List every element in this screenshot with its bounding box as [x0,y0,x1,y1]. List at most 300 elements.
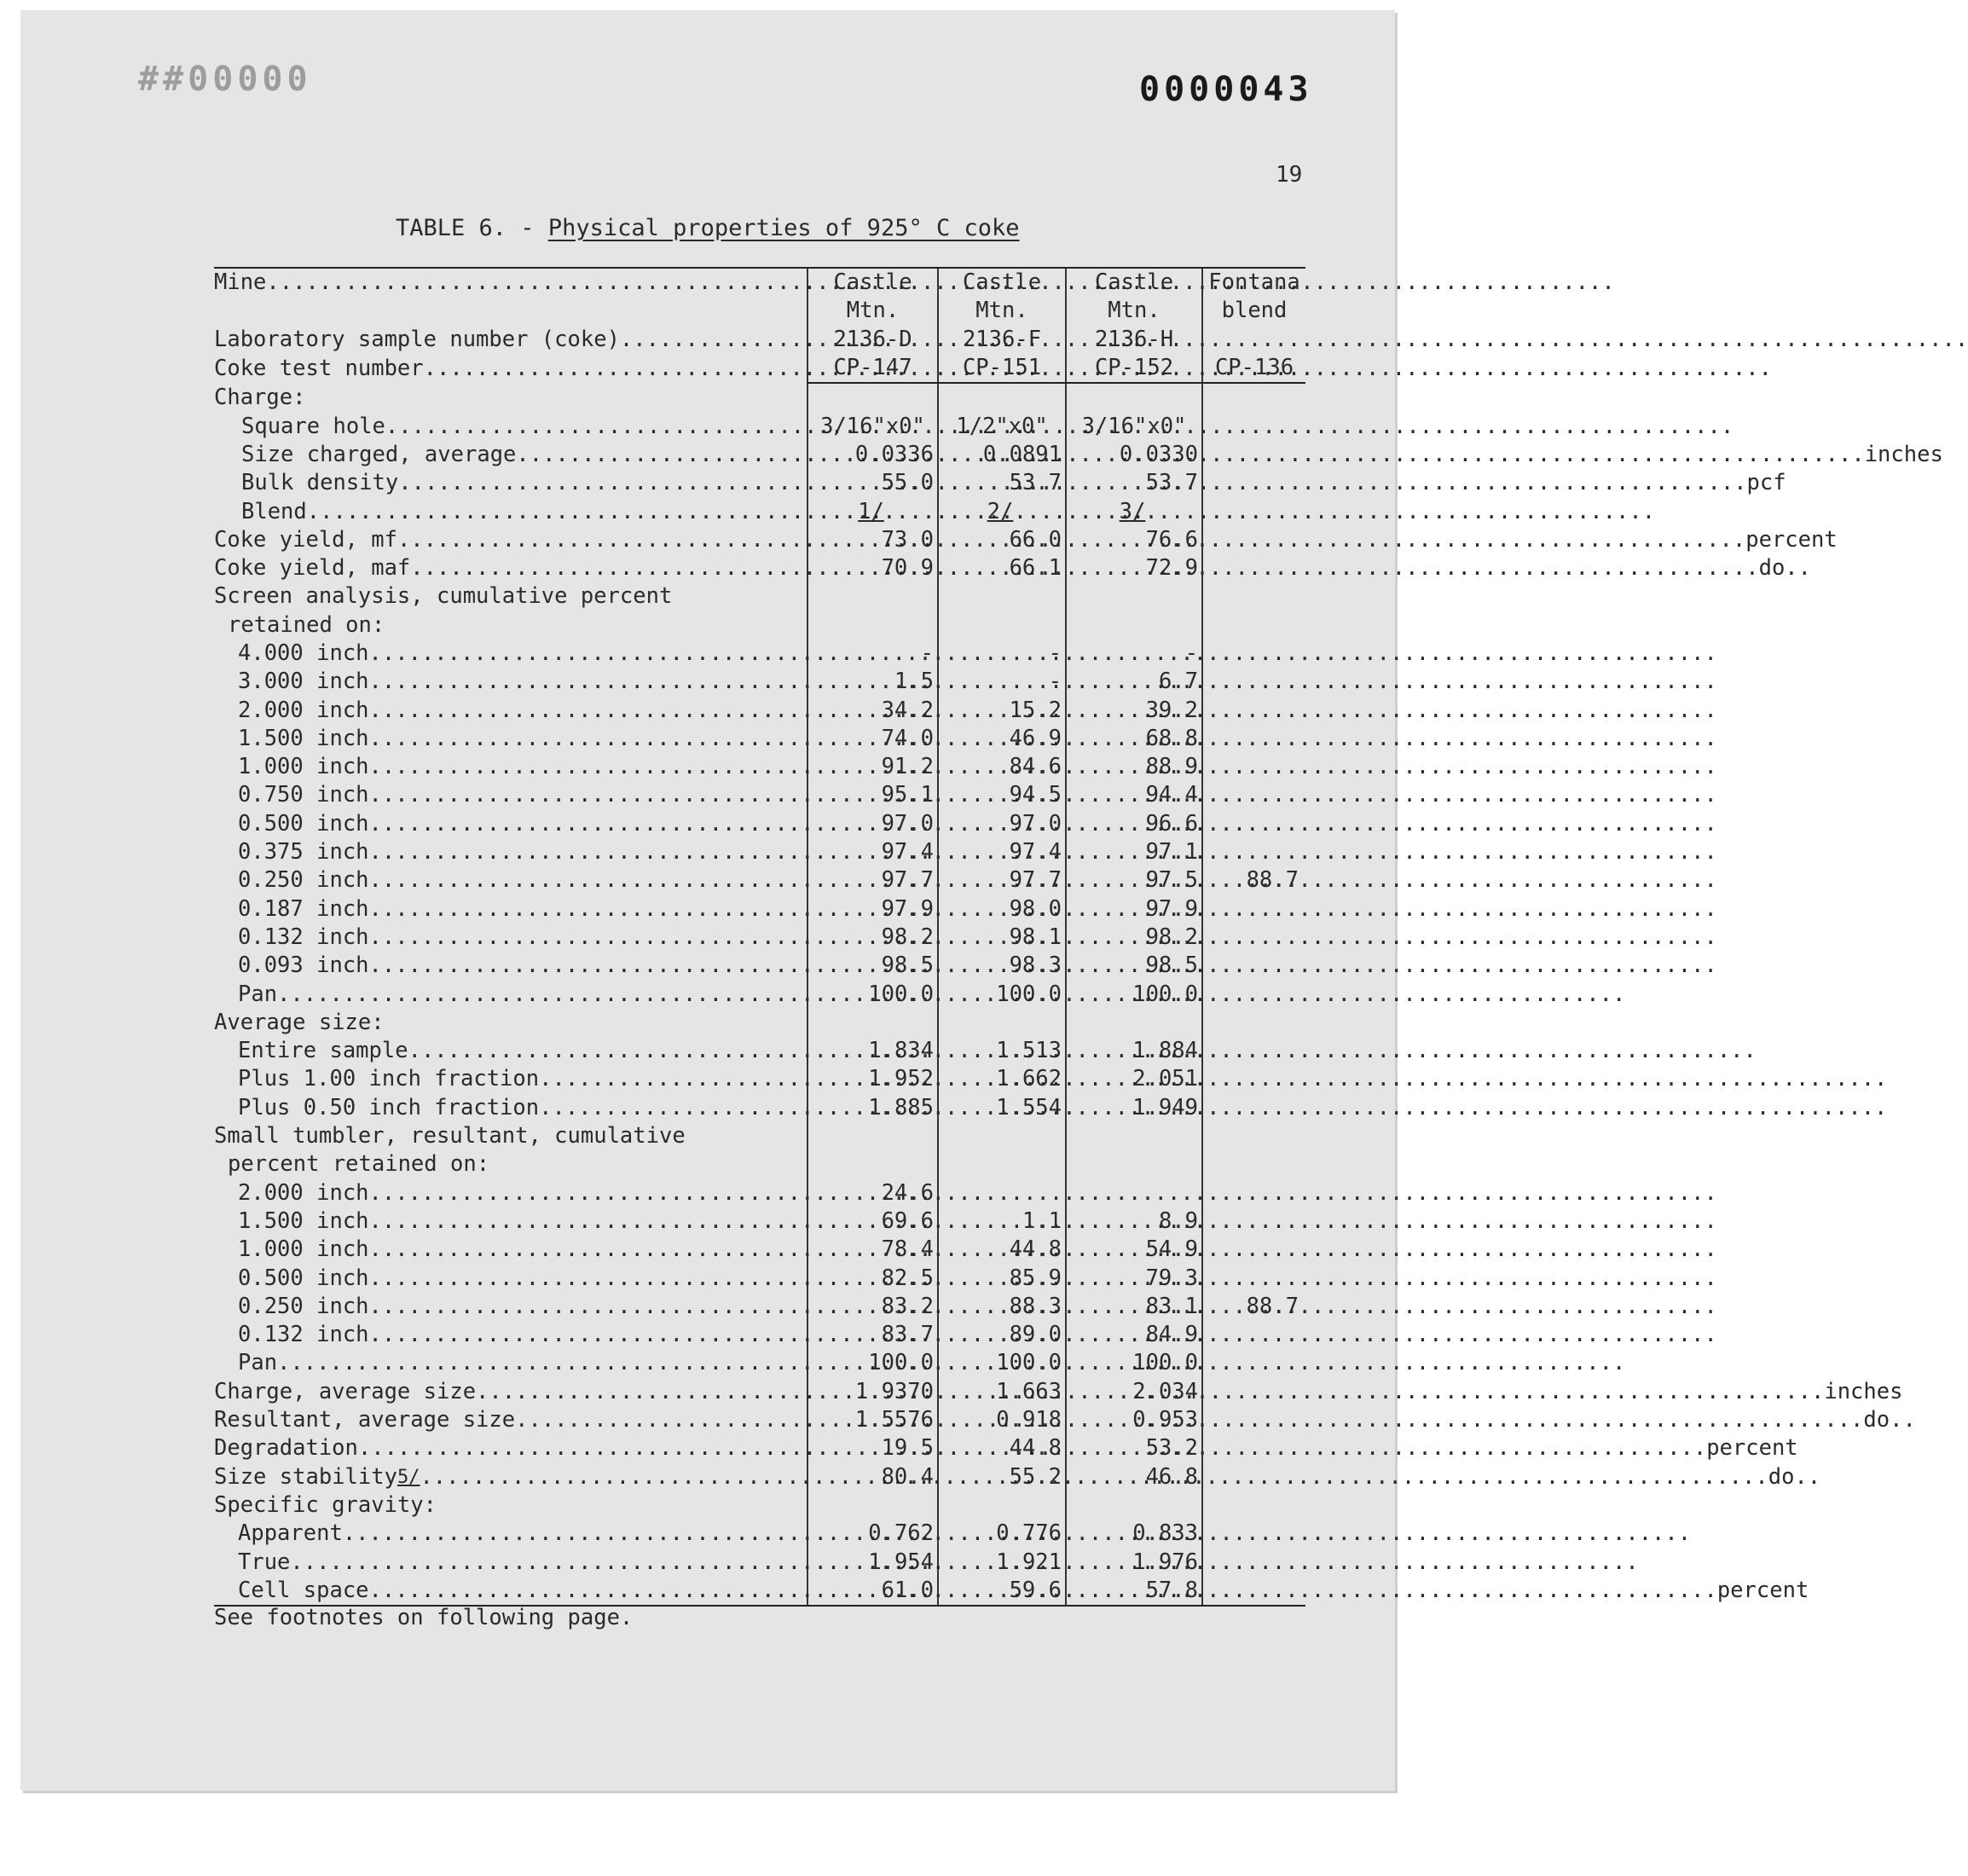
value-cell-col2 [938,383,1066,412]
table-row-t0500 [214,1264,1305,1292]
value-cell-col3 [1066,1122,1202,1150]
row-label-wrap [214,413,834,441]
row-label-text: True [238,1549,291,1575]
value-cell-col1: CP-147 [807,354,938,383]
row-label-text: Screen analysis, cumulative percent [214,583,673,610]
row-label-text: 0.375 inch [238,839,369,866]
unit-label: do.. [1768,1463,1821,1490]
value-cell-col1: 24.6 [807,1179,938,1207]
value-cell-col2: 1.513 [938,1037,1066,1065]
value-cell-col1: 100.0 [807,980,938,1008]
value-cell-col1: 73.0 [807,526,938,554]
table-row-apparent [214,1520,1305,1548]
row-label [214,1548,807,1576]
row-label-wrap [214,1491,807,1520]
value-cell-col3: 94.4 [1066,781,1202,809]
row-label-text: 3.000 inch [238,669,369,695]
value-cell-col1: 98.2 [807,924,938,952]
value-cell-col1: 1.834 [807,1037,938,1065]
row-label-text: retained on: [228,611,385,638]
row-label [214,326,807,354]
value-cell-col2: 1.1 [938,1207,1066,1236]
row-label-wrap [214,1520,831,1548]
value-cell-col2: 55.2 [938,1462,1066,1491]
leader-dots [539,1094,1887,1122]
value-cell-col3: 8.9 [1066,1207,1202,1236]
row-label [214,725,807,753]
value-cell-col1: 91.2 [807,753,938,781]
row-label [214,1094,807,1122]
row-label-wrap [214,1321,831,1349]
row-label-wrap [214,866,831,895]
row-label-wrap [214,384,807,412]
table-row-t1500 [214,1207,1305,1236]
value-cell-col1: - [807,640,938,668]
value-cell-col1: 80.4 [807,1462,938,1491]
value-cell-col3: 100.0 [1066,980,1202,1008]
table-row-resultant-avg [214,1406,1305,1434]
row-label-text: Pan [238,981,278,1007]
row-label-text: Plus 1.00 inch fraction [238,1066,540,1092]
row-label-text: 1.500 inch [238,1207,369,1234]
table-row-plus050 [214,1094,1305,1122]
table-row-s0750 [214,781,1305,809]
value-cell-col2: 59.6 [938,1577,1066,1606]
row-label-text: 0.187 inch [238,895,369,922]
leader-dots [410,554,1758,582]
row-label-text: Average size: [214,1009,385,1035]
row-label [214,1207,807,1236]
value-cell-col3: 6.7 [1066,668,1202,696]
row-label-text: Resultant, average size [214,1407,516,1433]
table-row-t-pan [214,1349,1305,1377]
value-cell-col2: 1.663 [938,1378,1066,1406]
row-label [214,1150,807,1178]
value-cell-col3: 0.953 [1066,1406,1202,1434]
value-cell-col3: 76.6 [1066,526,1202,554]
value-cell-col1: 95.1 [807,781,938,809]
unit-label: inches [1824,1378,1903,1404]
value-cell-col2: 0.0891 [938,441,1066,469]
value-cell-col3: 2.034 [1066,1378,1202,1406]
value-cell-col1: 61.0 [807,1577,938,1606]
row-label-wrap [214,498,834,526]
row-label [214,1009,807,1037]
row-label [214,582,807,611]
value-cell-col1: 83.2 [807,1293,938,1321]
column-header-1-line1: Castle [807,268,938,297]
row-label-text: 0.500 inch [238,1265,369,1291]
value-cell-col3: 79.3 [1066,1264,1202,1292]
row-label-text: Size charged, average [241,441,517,467]
value-cell-col1: 70.9 [807,554,938,582]
value-cell-col3: 3/16"x0" [1066,412,1202,440]
value-cell-col1 [807,383,938,412]
row-label-text: 0.132 inch [238,924,369,950]
row-label-wrap [214,1349,831,1377]
value-cell-col1: 97.0 [807,810,938,838]
unit-label: pcf [1746,470,1786,496]
header-row-mine [214,268,1305,297]
value-cell-col1: 1/ [807,497,938,525]
value-cell-col2: 1.662 [938,1065,1066,1093]
row-label-text: 0.750 inch [238,782,369,808]
row-label-wrap [214,952,831,980]
value-cell-col2 [938,582,1066,611]
value-cell-col3 [1066,383,1202,412]
row-label-text: 1.500 inch [238,725,369,751]
leader-dots [408,1037,1757,1065]
column-header-1-line2: Mtn. [807,297,938,325]
leader-dots [307,498,1655,526]
table-row-s2000 [214,696,1305,724]
value-cell-col4: 88.7 [1202,866,1305,895]
row-label-text: Charge: [214,384,306,410]
table-row-square-hole [214,412,1305,440]
value-cell-col2 [938,1491,1066,1520]
row-label [214,268,807,297]
row-label [214,1520,807,1548]
row-label-text: 0.250 inch [238,1293,369,1319]
value-cell-col3: 96.6 [1066,810,1202,838]
row-label-text: 2.000 inch [238,1179,369,1206]
value-cell-col1 [807,1491,938,1520]
value-cell-col4 [1202,611,1305,640]
value-cell-col1: 97.4 [807,838,938,866]
table-row-tumbler-2 [214,1150,1305,1178]
value-cell-col1 [807,611,938,640]
row-label-wrap [214,838,831,866]
value-cell-col1: 1.9370 [807,1378,938,1406]
row-label-wrap [214,1549,831,1577]
value-cell-col3: 83.1 [1066,1293,1202,1321]
value-cell-col3 [1066,1491,1202,1520]
value-cell-col3: - [1066,640,1202,668]
value-cell-col2 [938,1150,1066,1178]
row-label-text: Plus 0.50 inch fraction [238,1094,540,1120]
table-row-sg [214,1491,1305,1520]
row-label-text: Blend [241,498,307,524]
value-cell-col1 [807,582,938,611]
value-cell-col3: 1.884 [1066,1037,1202,1065]
table-row-s1500 [214,725,1305,753]
row-label [214,866,807,895]
value-cell-col4 [1202,1122,1305,1150]
value-cell-col2: 88.3 [938,1293,1066,1321]
value-cell-col3: 46.8 [1066,1462,1202,1491]
table-row-s0375 [214,838,1305,866]
row-label [214,696,807,724]
row-label [214,354,807,383]
row-label-text: percent retained on: [228,1151,490,1178]
value-cell-col2: 97.0 [938,810,1066,838]
column-header-3-line2: Mtn. [1066,297,1202,325]
row-label-wrap [214,326,807,354]
leader-dots [398,469,1746,497]
row-label [214,668,807,696]
column-header-3-line1: Castle [1066,268,1202,297]
value-cell-col3: 97.9 [1066,895,1202,924]
row-label-text: Size stability [214,1463,397,1490]
row-label-wrap [214,697,831,725]
value-cell-col2: 46.9 [938,725,1066,753]
row-label [214,1293,807,1321]
table-row-t2000 [214,1179,1305,1207]
row-label [214,497,807,525]
value-cell-col2: 66.0 [938,526,1066,554]
value-cell-col1: 1.5 [807,668,938,696]
row-label-wrap [214,611,820,640]
unit-label: do.. [1758,555,1812,582]
value-cell-col1: 1.954 [807,1548,938,1576]
table-row-true-sg [214,1548,1305,1576]
leader-dots [369,1179,1717,1207]
value-cell-col2: - [938,668,1066,696]
row-label-wrap [214,1150,820,1178]
table-row-coke-yield-maf [214,554,1305,582]
value-cell-col2: 98.0 [938,895,1066,924]
leader-dots [369,668,1717,696]
value-cell-col4 [1202,582,1305,611]
leader-dots [539,1065,1887,1093]
row-label-text: Entire sample [238,1038,408,1064]
row-label-wrap [214,981,831,1009]
row-label [214,1037,807,1065]
value-cell-col4 [1202,1150,1305,1178]
row-label [214,810,807,838]
row-label [214,640,807,668]
value-cell-col3: 54.9 [1066,1236,1202,1264]
table-row-s4000 [214,640,1305,668]
value-cell-col2: 98.3 [938,952,1066,980]
value-cell-col1: 74.0 [807,725,938,753]
value-cell-col2: 100.0 [938,980,1066,1008]
value-cell-col1: 1.952 [807,1065,938,1093]
value-cell-col3 [1066,1009,1202,1037]
header-row-line2 [214,297,1305,325]
value-cell-col2: 97.7 [938,866,1066,895]
row-label-wrap [214,1293,831,1321]
leader-dots [385,413,1734,441]
row-label-text: Apparent [238,1520,343,1547]
table-row-degradation [214,1434,1305,1462]
value-cell-col2: 85.9 [938,1264,1066,1292]
value-cell-col2: 66.1 [938,554,1066,582]
value-cell-col1: 19.5 [807,1434,938,1462]
value-cell-col4 [1202,1491,1305,1520]
row-label-text: Specific gravity: [214,1491,437,1518]
value-cell-col3: 2.051 [1066,1065,1202,1093]
row-label-text: 0.250 inch [238,867,369,894]
table-row-s-pan [214,980,1305,1008]
row-label [214,895,807,924]
value-cell-col3: 97.1 [1066,838,1202,866]
value-cell-col3: 53.7 [1066,469,1202,497]
table-row-s3000 [214,668,1305,696]
value-cell-col3: 98.2 [1066,924,1202,952]
row-label-text: 0.132 inch [238,1322,369,1348]
table-row-coke-test [214,354,1305,383]
row-label-text: Coke yield, mf [214,526,397,553]
value-cell-col2: 53.7 [938,469,1066,497]
row-label-text: Cell space [238,1577,369,1603]
value-cell-col1: 34.2 [807,696,938,724]
value-cell-col1: 83.7 [807,1321,938,1349]
value-cell-col3: 0.0330 [1066,441,1202,469]
row-label-text: Degradation [214,1435,358,1462]
row-label-wrap [214,753,831,781]
value-cell-col2 [938,1122,1066,1150]
row-label-wrap [214,1236,831,1264]
value-cell-col1 [807,1009,938,1037]
leader-dots [369,640,1717,668]
value-cell-col1: 98.5 [807,952,938,980]
row-label [214,611,807,640]
value-cell-col2: 1.554 [938,1094,1066,1122]
value-cell-col3: 88.9 [1066,753,1202,781]
row-label-text: Charge, average size [214,1378,477,1404]
table-row-screen-2 [214,611,1305,640]
row-label [214,1236,807,1264]
table-row-stability [214,1462,1305,1491]
row-label-wrap [214,1037,831,1065]
row-label-wrap [214,668,831,696]
value-cell-col1: 97.9 [807,895,938,924]
row-label-wrap [214,582,807,611]
table-row-s1000 [214,753,1305,781]
value-cell-col2: CP-151 [938,354,1066,383]
value-cell-col2: 84.6 [938,753,1066,781]
unit-label: percent [1706,1435,1798,1462]
row-label-wrap [214,1094,831,1122]
row-label-text: Laboratory sample number (coke) [214,326,620,352]
row-label-text: 2.000 inch [238,697,369,723]
table-title-prefix: TABLE 6. - [396,215,548,241]
value-cell-col3 [1066,611,1202,640]
value-cell-col1 [807,1122,938,1150]
value-cell-col1: 100.0 [807,1349,938,1377]
row-label-wrap [214,1265,831,1293]
row-label [214,980,807,1008]
row-label-wrap [214,725,831,753]
value-cell-col3: 39.2 [1066,696,1202,724]
column-header-4-line1: Fontana [1202,268,1305,297]
unit-label: inches [1864,441,1943,467]
row-label-text: 0.093 inch [238,952,369,979]
table-row-s0132 [214,924,1305,952]
row-label-text: 1.000 inch [238,754,369,780]
value-cell-col3: 98.5 [1066,952,1202,980]
value-cell-col1: 3/16"x0" [807,412,938,440]
page-number: 19 [1276,162,1303,188]
table-row-entire [214,1037,1305,1065]
value-cell-col2 [938,1009,1066,1037]
leader-dots [290,1549,1638,1577]
table-row-s0187 [214,895,1305,924]
value-cell-col2: 44.8 [938,1434,1066,1462]
row-label-wrap [214,1179,831,1207]
value-cell-col1: 82.5 [807,1264,938,1292]
row-label-text: Coke test number [214,355,424,381]
value-cell-col1: 0.0336 [807,441,938,469]
leader-dots [620,326,1968,354]
value-cell-col3 [1066,582,1202,611]
value-cell-col2: 2136-F [938,326,1066,354]
value-cell-col2: 100.0 [938,1349,1066,1377]
row-label [214,383,807,412]
value-cell-col1: 0.762 [807,1520,938,1548]
value-cell-col3: 57.8 [1066,1577,1202,1606]
value-cell-col1: 55.0 [807,469,938,497]
row-label-text: 0.500 inch [238,810,369,837]
table-row-coke-yield-mf [214,526,1305,554]
row-label-wrap [214,895,831,924]
row-label-wrap [214,640,831,668]
unit-label: percent [1716,1577,1809,1603]
value-cell-col2: 98.1 [938,924,1066,952]
value-cell-col1: 97.7 [807,866,938,895]
value-cell-col2: 44.8 [938,1236,1066,1264]
value-cell-col3: 53.2 [1066,1434,1202,1462]
table-row-blend [214,497,1305,525]
physical-properties-table [214,267,1943,1607]
row-label [214,781,807,809]
row-label [214,924,807,952]
table-title [396,215,1020,241]
row-label-wrap [214,1207,831,1236]
value-cell-col4: 88.7 [1202,1293,1305,1321]
value-cell-col3: 3/ [1066,497,1202,525]
value-cell-col1: 2136-D [807,326,938,354]
leader-dots [420,1463,1768,1491]
table-row-t1000 [214,1236,1305,1264]
value-cell-col3: 2136-H [1066,326,1202,354]
table-row-plus100 [214,1065,1305,1093]
value-cell-col2: - [938,640,1066,668]
value-cell-col3: 84.9 [1066,1321,1202,1349]
row-label-text: Square hole [241,413,385,439]
value-cell-col4: CP-136 [1202,354,1305,383]
row-label-text: Pan [238,1350,278,1376]
row-label-wrap [214,1009,807,1037]
table-title-caption: Physical properties of 925° C coke [547,215,1020,241]
row-label [214,412,807,440]
table-row-screen-1 [214,582,1305,611]
row-label-wrap [214,924,831,952]
value-cell-col2: 2/ [938,497,1066,525]
row-label [214,1179,807,1207]
column-header-4-line2: blend [1202,297,1305,325]
value-cell-col2: 94.5 [938,781,1066,809]
table-row-cell-space [214,1577,1305,1606]
stamp-right: 0000043 [1139,70,1313,109]
row-label [214,1065,807,1093]
value-cell-col1: 78.4 [807,1236,938,1264]
value-cell-col3: 1.949 [1066,1094,1202,1122]
row-label-text: Coke yield, maf [214,555,411,582]
table-row-avg-size [214,1009,1305,1037]
leader-dots [277,1349,1625,1377]
leader-dots [266,269,1614,297]
leader-dots [397,526,1745,554]
row-label-text: 1.000 inch [238,1236,369,1263]
value-cell-col3: 100.0 [1066,1349,1202,1377]
value-cell-col1: 69.6 [807,1207,938,1236]
value-cell-col2 [938,611,1066,640]
value-cell-col2: 0.776 [938,1520,1066,1548]
row-label [214,1349,807,1377]
value-cell-col2: 1.921 [938,1548,1066,1576]
